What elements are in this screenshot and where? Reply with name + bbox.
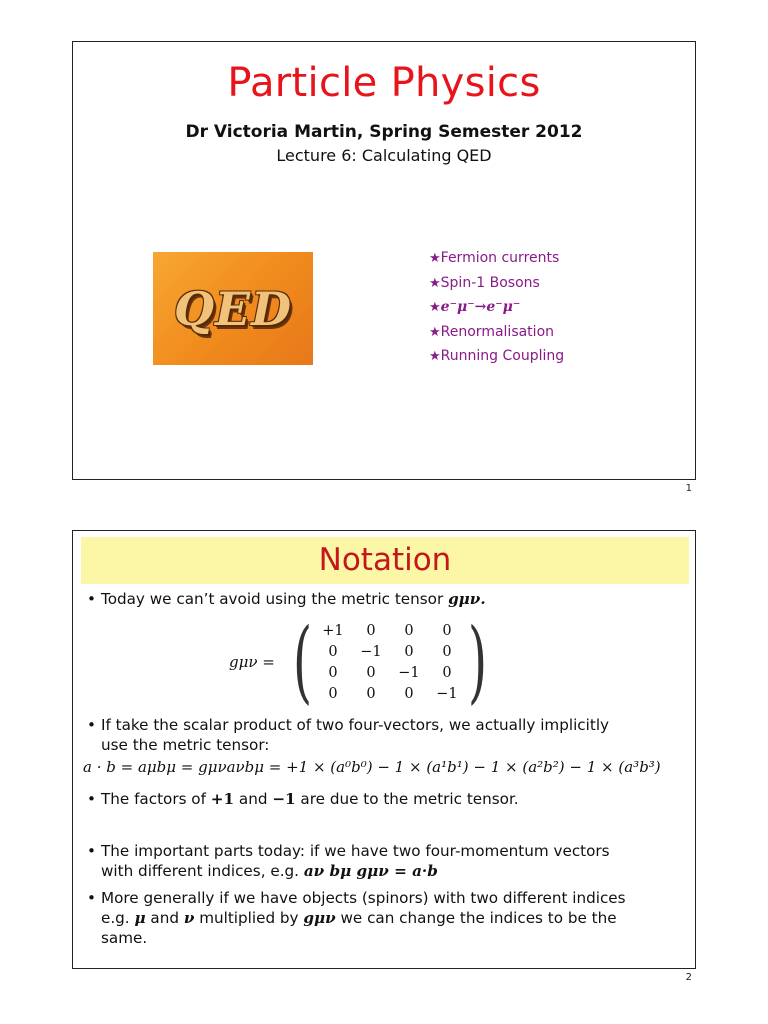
matrix-cell: 0 bbox=[366, 664, 376, 681]
math-inline: −1 bbox=[272, 790, 296, 808]
lecture-subtitle: Lecture 6: Calculating QED bbox=[276, 146, 492, 165]
bullet-text: The factors of bbox=[101, 790, 211, 808]
qed-logo-image bbox=[153, 252, 313, 365]
math-inline: gμν bbox=[303, 909, 336, 927]
star-icon: ★ bbox=[429, 324, 441, 340]
matrix-cell: 0 bbox=[442, 622, 452, 639]
bullet-text: are due to the metric tensor. bbox=[295, 790, 519, 808]
star-icon: ★ bbox=[429, 349, 441, 364]
topic-item bbox=[429, 271, 564, 296]
right-paren: ) bbox=[467, 609, 488, 714]
bullet-text: The important parts today: if we have two four-momentum vectors bbox=[101, 842, 610, 860]
bullet-text-continued bbox=[87, 908, 626, 928]
matrix-cell: +1 bbox=[322, 622, 344, 639]
matrix-cell: 0 bbox=[328, 643, 338, 660]
scalar-product-equation: a · b = aμbμ = gμνaνbμ = +1 × (a⁰b⁰) − 1 × (a¹b¹) − 1 × (a²b²) − 1 × (a³b³) bbox=[83, 758, 661, 776]
star-icon: ★ bbox=[429, 251, 441, 266]
bullet-text: Today we can’t avoid using the metric tensor bbox=[101, 590, 449, 608]
author-line: Dr Victoria Martin, Spring Semester 2012 bbox=[185, 122, 583, 142]
topic-label: Spin-1 Bosons bbox=[440, 274, 540, 291]
matrix-cell: 0 bbox=[328, 664, 338, 681]
bullet-text-continued bbox=[87, 861, 610, 881]
topic-item bbox=[429, 344, 564, 369]
math-inline: gμν. bbox=[448, 590, 486, 608]
bullet-icon: • bbox=[87, 716, 96, 734]
slide-2 bbox=[72, 530, 696, 969]
bullet-icon: • bbox=[87, 790, 96, 808]
topic-item bbox=[429, 246, 564, 271]
matrix-cell: 0 bbox=[366, 685, 376, 702]
math-inline: +1 bbox=[210, 790, 235, 808]
topic-label: Fermion currents bbox=[440, 250, 560, 266]
topic-label: e⁻μ⁻→e⁻μ⁻ bbox=[440, 299, 521, 315]
bullet-text: More generally if we have objects (spinors) with two different indices bbox=[101, 889, 626, 907]
bullet-text: multiplied by bbox=[194, 909, 304, 927]
matrix-cell: 0 bbox=[366, 622, 376, 639]
topic-list bbox=[429, 246, 564, 369]
qed-logo-text: QED bbox=[173, 281, 293, 336]
metric-tensor-equation bbox=[229, 609, 495, 714]
page-number: 1 bbox=[685, 483, 692, 494]
bullet-icon: • bbox=[87, 590, 96, 608]
matrix-cell: −1 bbox=[436, 685, 458, 702]
matrix-cell: 0 bbox=[404, 643, 414, 660]
bullet-spinors bbox=[87, 888, 626, 948]
topic-label: Renormalisation bbox=[440, 323, 555, 340]
matrix-row bbox=[314, 683, 466, 704]
topic-label: Running Coupling bbox=[440, 348, 565, 364]
bullet-icon: • bbox=[87, 889, 96, 907]
matrix-cell: 0 bbox=[404, 622, 414, 639]
math-inline: ν bbox=[183, 909, 195, 927]
bullet-four-momentum bbox=[87, 841, 610, 881]
bullet-text-continued: use the metric tensor: bbox=[101, 736, 270, 754]
bullet-text: e.g. bbox=[101, 909, 135, 927]
matrix-row bbox=[314, 641, 466, 662]
left-paren: ( bbox=[292, 609, 313, 714]
metric-matrix bbox=[314, 620, 466, 704]
bullet-text-continued: same. bbox=[101, 929, 148, 947]
math-inline: μ bbox=[134, 909, 146, 927]
topic-item bbox=[429, 295, 564, 320]
matrix-cell: 0 bbox=[328, 685, 338, 702]
metric-lhs: gμν = bbox=[229, 653, 275, 671]
bullet-text: and bbox=[145, 909, 184, 927]
bullet-text: and bbox=[234, 790, 273, 808]
matrix-row bbox=[314, 662, 466, 683]
matrix-cell: −1 bbox=[398, 664, 420, 681]
matrix-cell: 0 bbox=[404, 685, 414, 702]
slide-1 bbox=[72, 41, 696, 480]
slide-title: Notation bbox=[318, 542, 452, 578]
matrix-cell: 0 bbox=[442, 664, 452, 681]
bullet-factors bbox=[87, 789, 519, 809]
bullet-icon: • bbox=[87, 842, 96, 860]
bullet-text: we can change the indices to be the bbox=[335, 909, 617, 927]
slide-title: Particle Physics bbox=[227, 60, 541, 106]
matrix-cell: 0 bbox=[442, 643, 452, 660]
math-inline: aν bμ gμν = a·b bbox=[303, 862, 438, 880]
bullet-metric-tensor bbox=[87, 589, 486, 609]
matrix-row bbox=[314, 620, 466, 641]
matrix-cell: −1 bbox=[360, 643, 382, 660]
bullet-scalar-product bbox=[87, 715, 609, 755]
star-icon: ★ bbox=[429, 275, 441, 291]
title-banner bbox=[81, 537, 689, 584]
star-icon: ★ bbox=[429, 300, 441, 315]
bullet-text: with different indices, e.g. bbox=[101, 862, 304, 880]
bullet-text: If take the scalar product of two four-vectors, we actually implicitly bbox=[101, 716, 610, 734]
page-number: 2 bbox=[685, 972, 692, 983]
topic-item bbox=[429, 320, 564, 345]
